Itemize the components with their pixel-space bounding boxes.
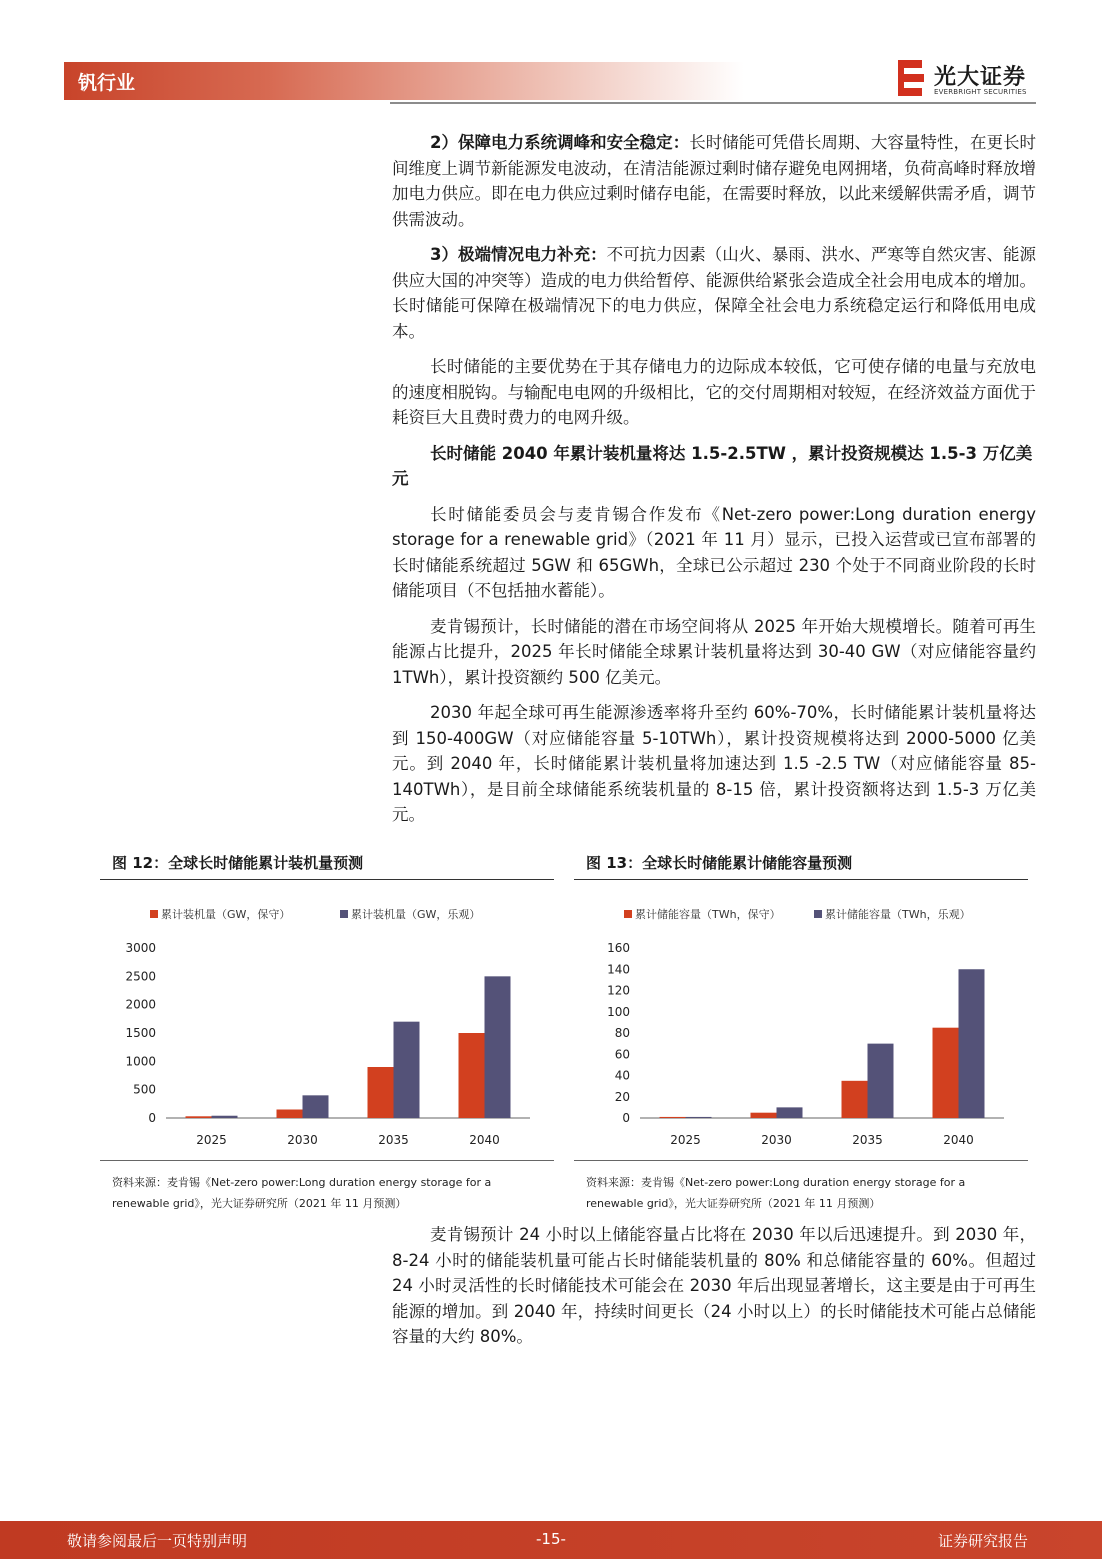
paragraph-text: 长时储能可凭借长周期、大容量特性，在更长时间维度上调节新能源发电波动，在清洁能源过剩时储存避免电网拥堵，负荷高峰时释放增加电力供应。即在电力供应过剩时储存电能，在需要时释放，以此来缓解供需矛盾，调节供需波动。 (392, 133, 1037, 229)
y-tick-label: 20 (614, 1089, 630, 1104)
paragraph-lead: 2）保障电力系统调峰和安全稳定： (430, 133, 690, 152)
company-logo (896, 58, 1038, 100)
legend-label: 累计储能容量（TWh，乐观） (825, 908, 971, 921)
y-tick-label: 2000 (125, 997, 156, 1012)
y-tick-label: 80 (614, 1026, 630, 1040)
x-tick-label: 2030 (287, 1133, 318, 1147)
chart-storage-capacity (574, 880, 1028, 1160)
page-number: -15- (536, 1530, 566, 1548)
legend-swatch (624, 910, 632, 918)
bar (686, 1117, 712, 1118)
paragraph-text: 长时储能的主要优势在于其存储电力的边际成本较低，它可使存储的电量与充放电的速度相脱钩。与输配电电网的升级相比，它的交付周期相对较短，在经济效益方面优于耗资巨大且费时费力的电网升级。 (392, 357, 1036, 427)
bar (777, 1107, 803, 1118)
y-tick-label: 0 (622, 1111, 630, 1125)
bar (933, 1028, 959, 1118)
paragraph (392, 242, 1036, 344)
bar (842, 1081, 868, 1118)
y-tick-label: 100 (607, 1004, 630, 1019)
paragraph (392, 354, 1036, 431)
x-tick-label: 2040 (469, 1133, 500, 1147)
header-band (64, 62, 744, 100)
y-tick-label: 2500 (125, 969, 156, 984)
logo-mark-icon (896, 58, 926, 98)
page-footer (0, 1521, 1102, 1559)
legend-swatch (150, 910, 158, 918)
figure-source: 资料来源：麦肯锡《Net-zero power:Long duration energy storage for a renewable grid》，光大证券研究所（2021 年 11 月预测） (112, 1176, 492, 1210)
bar (959, 969, 985, 1118)
figure-source: 资料来源：麦肯锡《Net-zero power:Long duration energy storage for a renewable grid》，光大证券研究所（2021 年 11 月预测） (586, 1176, 966, 1210)
y-tick-label: 40 (614, 1068, 630, 1083)
bar (751, 1113, 777, 1118)
figure-title: 图 12：全球长时储能累计装机量预测 (100, 848, 554, 880)
y-tick-label: 1500 (125, 1026, 156, 1040)
bar (212, 1116, 238, 1118)
y-tick-label: 3000 (125, 941, 156, 955)
x-tick-label: 2025 (196, 1133, 227, 1147)
bar (394, 1022, 420, 1118)
y-tick-label: 60 (614, 1047, 630, 1062)
paragraph-lead: 3）极端情况电力补充： (430, 245, 607, 264)
body-text-bottom (392, 1222, 1036, 1360)
y-tick-label: 0 (148, 1111, 156, 1125)
x-tick-label: 2035 (852, 1133, 883, 1147)
figure-storage-capacity (574, 848, 1028, 1161)
paragraph: 麦肯锡预计 24 小时以上储能容量占比将在 2030 年以后迅速提升。到 2030 年，8-24 小时的储能装机量可能占长时储能装机量的 80% 和总储能容量的 60%。但超过 24 小时灵活性的长时储能技术可能会在 2030 年后出现显著增长，这主要是由于可再生能源的增加。到 2040 年，持续时间更长（24 小时以上）的长时储能技术可能占总储能容量的大约 80%。 (392, 1225, 1036, 1346)
paragraph: 2030 年起全球可再生能源渗透率将升至约 60%-70%，长时储能累计装机量将达到 150-400GW（对应储能容量 5-10TWh），累计投资规模将达到 2000-5000 亿美元。到 2040 年，长时储能累计装机量将加速达到 1.5 -2.5 TW（对应储能容量 85-140TWh），是目前全球储能系统装机量的 8-15 倍，累计投资额将达到 1.5-3 万亿美元。 (392, 703, 1036, 824)
bar (868, 1044, 894, 1118)
x-tick-label: 2030 (761, 1133, 792, 1147)
figure-bottom-rule (574, 1160, 1028, 1161)
footer-report-type: 证券研究报告 (938, 1532, 1029, 1550)
y-tick-label: 140 (607, 962, 630, 977)
bar (485, 976, 511, 1118)
logo-text-cn: 光大证券 (934, 65, 1027, 90)
industry-label: 钒行业 (78, 72, 136, 94)
legend-swatch (340, 910, 348, 918)
chart-installed-capacity (100, 880, 554, 1160)
bar (277, 1110, 303, 1119)
figure-bottom-rule (100, 1160, 554, 1161)
footer-disclaimer: 敬请参阅最后一页特别声明 (67, 1532, 248, 1550)
bar (660, 1117, 686, 1118)
x-tick-label: 2035 (378, 1133, 409, 1147)
x-tick-label: 2040 (943, 1133, 974, 1147)
paragraph: 长时储能委员会与麦肯锡合作发布《Net-zero power:Long duration energy storage for a renewable grid》（2021 年 11 月）显示，已投入运营或已宣布部署的长时储能系统超过 5GW 和 65GWh，全球已公示超过 230 个处于不同商业阶段的长时储能项目（不包括抽水蓄能）。 (392, 504, 1036, 600)
logo-text-en: EVERBRIGHT SECURITIES (934, 88, 1027, 96)
legend-swatch (814, 910, 822, 918)
figure-installed-capacity (100, 848, 554, 1161)
paragraph (392, 130, 1036, 232)
legend-label: 累计储能容量（TWh，保守） (635, 908, 781, 921)
legend-label: 累计装机量（GW，乐观） (351, 908, 481, 921)
legend-label: 累计装机量（GW，保守） (161, 908, 291, 921)
y-tick-label: 500 (133, 1082, 156, 1097)
bar (459, 1033, 485, 1118)
y-tick-label: 160 (607, 941, 630, 955)
x-tick-label: 2025 (670, 1133, 701, 1147)
paragraph: 麦肯锡预计，长时储能的潜在市场空间将从 2025 年开始大规模增长。随着可再生能源占比提升，2025 年长时储能全球累计装机量将达到 30-40 GW（对应储能容量约 1TWh），累计投资额约 500 亿美元。 (392, 616, 1036, 687)
body-text-top (392, 130, 1036, 838)
bar (303, 1095, 329, 1118)
figure-title: 图 13：全球长时储能累计储能容量预测 (574, 848, 1028, 880)
y-tick-label: 1000 (125, 1054, 156, 1069)
section-subheading: 长时储能 2040 年累计装机量将达 1.5-2.5TW ，累计投资规模达 1.5-3 万亿美元 (392, 443, 1033, 488)
bar (186, 1116, 212, 1118)
header-rule (390, 102, 1036, 104)
y-tick-label: 120 (607, 983, 630, 998)
paragraph-text: 不可抗力因素（山火、暴雨、洪水、严寒等自然灾害、能源供应大国的冲突等）造成的电力供给暂停、能源供给紧张会造成全社会用电成本的增加。长时储能可保障在极端情况下的电力供应，保障全社会电力系统稳定运行和降低用电成本。 (392, 245, 1036, 341)
bar (368, 1067, 394, 1118)
